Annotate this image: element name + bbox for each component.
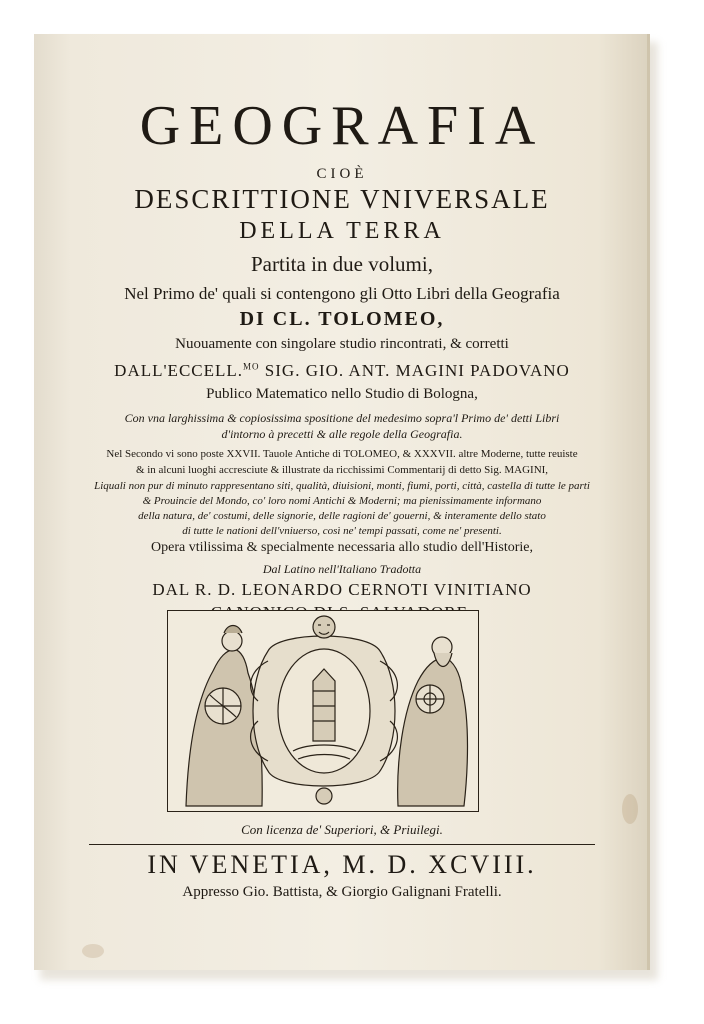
nel-secondo-line: Nel Secondo vi sono poste XXVII. Tauole Antiche di TOLOMEO, & XXXVII. altre Moderne, tutte reuiste: [106, 448, 578, 460]
subtitle-cioe: CIOÈ: [316, 166, 368, 182]
book-title: GEOGRAFIA: [139, 95, 545, 157]
nel-primo-line: Nel Primo de' quali si contengono gli Otto Libri della Geografia: [124, 284, 560, 303]
publico-line: Publico Matematico nello Studio di Bologna,: [206, 386, 478, 402]
printer-line: Appresso Gio. Battista, & Giorgio Galignani Fratelli.: [182, 884, 502, 900]
subtitle-della-terra: DELLA TERRA: [239, 218, 445, 244]
dintorno-line: d'intorno à precetti & alle regole della Geografia.: [221, 427, 463, 441]
magini-line: [34, 361, 650, 381]
licenza-line: Con licenza de' Superiori, & Priuilegi.: [241, 822, 443, 837]
woodcut-illustration: [168, 611, 478, 811]
natura-line: della natura, de' costumi, delle signorie, delle ragioni de' gouerni, & interamente dello stato: [138, 510, 546, 522]
dall-eccell-superscript: MO: [243, 361, 260, 372]
in-alcuni-line: & in alcuni luoghi accresciute & illustrate da ricchissimi Commentarij di detto Sig. MAGINI,: [135, 464, 549, 476]
liquali-line: Liquali non pur di minuto rappresentano siti, qualità, diuisioni, monti, fiumi, porti, città, castella di tutte le parti: [94, 480, 590, 492]
cernoti-line: DAL R. D. LEONARDO CERNOTI VINITIANO: [152, 580, 532, 599]
dall-eccell-text: DALL'ECCELL.: [114, 361, 244, 380]
subtitle-descrittione: DESCRITTIONE VNIVERSALE: [134, 184, 550, 214]
con-vna-line: Con vna larghissima & copiosissima spositione del medesimo sopra'l Primo de' detti Libri: [124, 411, 560, 425]
nuouamente-line: Nuouamente con singolare studio rincontrati, & corretti: [175, 336, 509, 352]
magini-text: SIG. GIO. ANT. MAGINI PADOVANO: [259, 361, 570, 380]
latino-line: Dal Latino nell'Italiano Tradotta: [262, 562, 422, 576]
title-page: [34, 34, 650, 970]
opera-line: Opera vtilissima & specialmente necessaria allo studio dell'Historie,: [151, 540, 533, 555]
foxing-stain: [622, 794, 638, 824]
prouincie-line: & Prouincie del Mondo, co' loro nomi Antichi & Moderni; ma pienissimamente informano: [142, 495, 542, 507]
imprint-rule: [89, 844, 595, 845]
foxing-stain: [82, 944, 104, 958]
partita-line: Partita in due volumi,: [251, 252, 433, 276]
tolomeo-line: DI CL. TOLOMEO,: [239, 308, 445, 330]
nationi-line: di tutte le nationi dell'vniuerso, così ne' tempi passati, come ne' presenti.: [182, 525, 502, 537]
imprint-place-date: IN VENETIA, M. D. XCVIII.: [147, 850, 537, 879]
woodcut-device: [167, 610, 479, 812]
